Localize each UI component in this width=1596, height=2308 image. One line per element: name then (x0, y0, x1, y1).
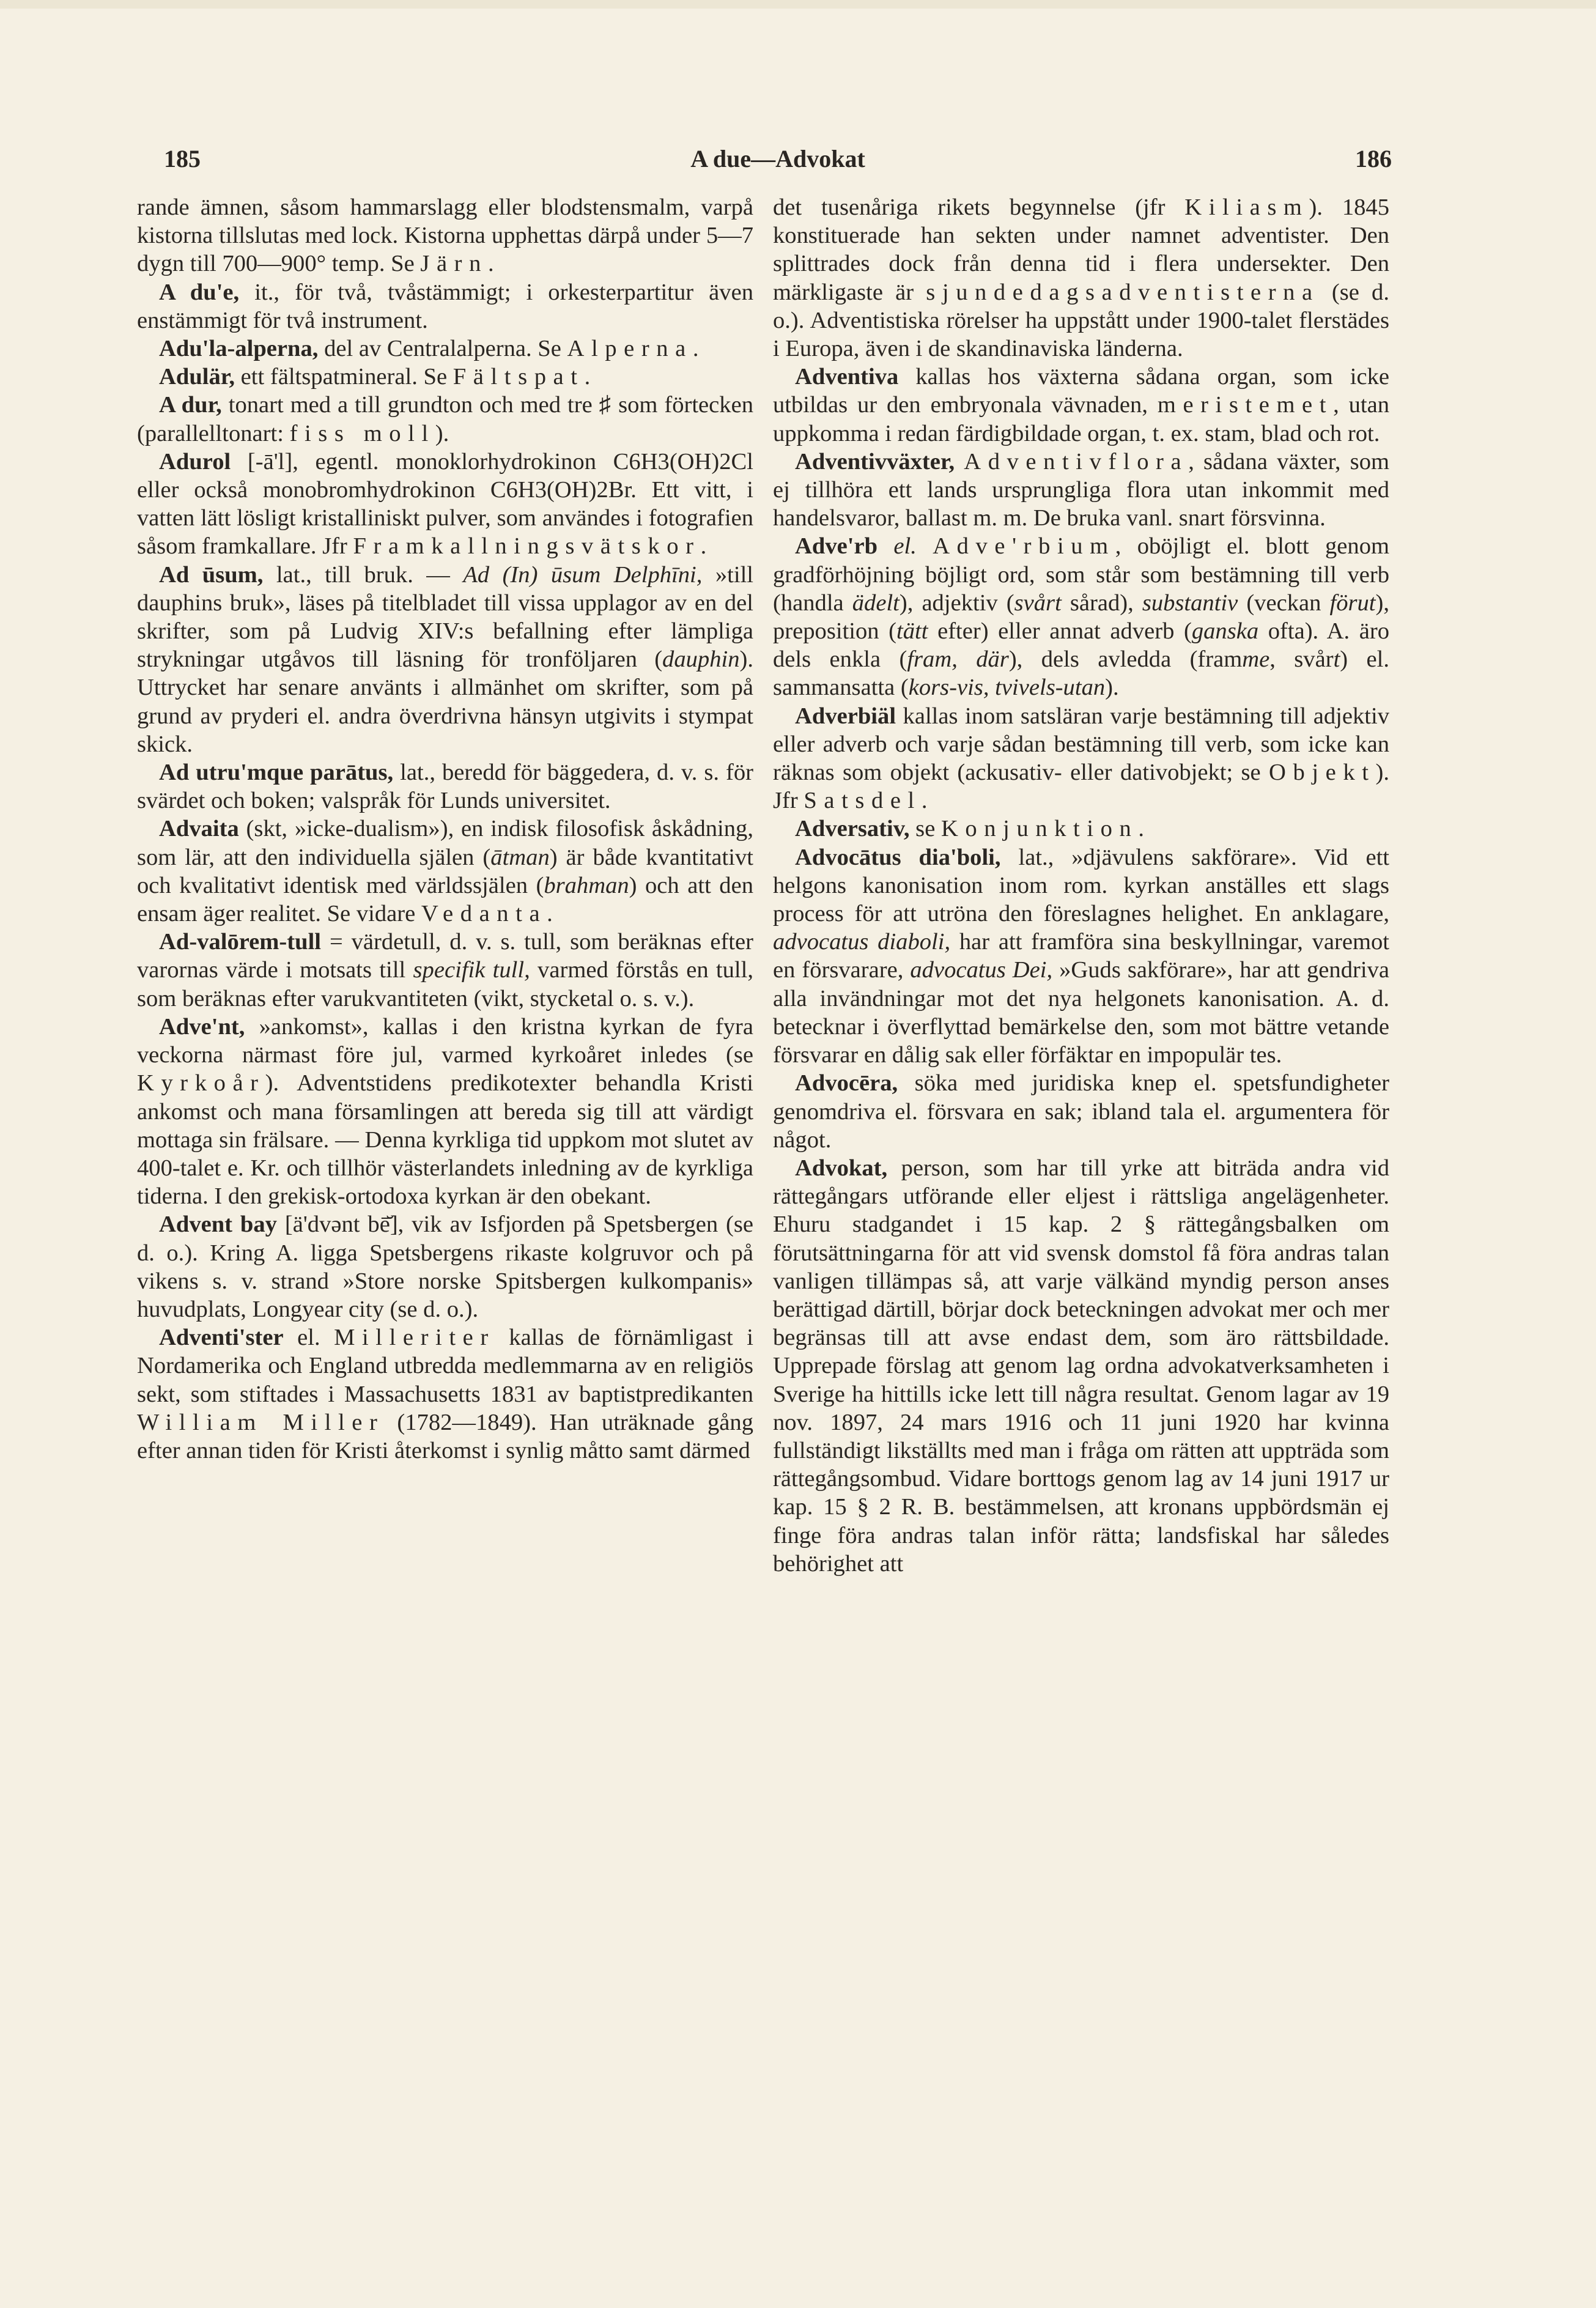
entry-advocatus-diaboli: Advocātus dia'boli, lat., »djävulens sakförare». Vid ett helgons kanonisation inom rom. kyrkan anställes ett slags process för att utröna den föreslagnes helighet. En anklagare, advocatus diaboli, har att framföra sina beskyllningar, varemot en försvarare, advocatus Dei, »Guds sakförare», har att gendriva alla invändningar mot det nya helgonets kanonisation. A. d. betecknar i överflyttad bemärkelse den, som mot bättre vetande försvarar en dålig sak eller förfäktar en impopulär tes. (773, 844, 1389, 1068)
cross-reference[interactable]: fiss moll (289, 420, 435, 446)
headword: Adventiva (795, 364, 899, 390)
right-column (773, 193, 1389, 2211)
entry-adverbial: Adverbiäl kallas inom satsläran varje bestämning till adjektiv eller adverb och varje sådan bestämning till verb, som icke kan räknas som objekt (ackusativ- eller dativobjekt; se Objekt). Jfr Satsdel. (773, 703, 1389, 814)
headword: Ad ūsum, (159, 561, 264, 588)
headword: Adurol (159, 448, 231, 475)
headword: Advent bay (159, 1211, 277, 1238)
cross-reference[interactable]: Objekt (1269, 760, 1376, 786)
entry-a-dur: A dur, tonart med a till grundton och med tre ♯ som förtecken (parallelltonart: fiss moll). (137, 392, 753, 446)
cross-reference[interactable]: Alperna (567, 336, 693, 362)
cross-reference[interactable]: Milleriter (334, 1325, 495, 1351)
headword: Adventivväxter, (795, 448, 955, 475)
entry-adurol: Adurol [-ā'l], egentl. monoklorhydrokinon C6H3(OH)2Cl eller också monobromhydrokinon C6H3(OH)2Br. Ett vitt, i vatten lätt lösligt kristalliniskt pulver, som användes i fotografien såsom framkallare. Jfr Framkallningsvätskor. (137, 448, 753, 560)
cross-reference[interactable]: Adventivflora (964, 448, 1189, 475)
headword: Adve'nt, (159, 1013, 245, 1040)
headword: Adversativ, (795, 816, 910, 842)
headword: Advaita (159, 816, 239, 842)
entry-adula-alperna: Adu'la-alperna, del av Centralalperna. Se Alperna. (159, 336, 699, 362)
entry-continued: rande ämnen, såsom hammarslagg eller blodstensmalm, varpå kistorna tillslutas med lock. Kistorna upphettas därpå under 5—7 dygn till 700—900° temp. Se Järn. (137, 194, 753, 277)
cross-reference[interactable]: Järn (420, 251, 488, 277)
entry-a-due: A du'e, it., för två, tvåstämmigt; i orkesterpartitur även enstämmigt för två instrument. (137, 279, 753, 333)
cross-reference[interactable]: Adve'rbium (933, 533, 1115, 560)
cross-reference[interactable]: Satsdel (804, 788, 922, 814)
headword: Adventi'ster (159, 1325, 284, 1351)
cross-reference[interactable]: Fältspat (453, 364, 585, 390)
entry-adular: Adulär, ett fältspatmineral. Se Fältspat. (159, 364, 591, 390)
headword: Ad utru'mque parātus, (159, 760, 394, 786)
headword: Advocēra, (795, 1070, 898, 1097)
entry-adventister: Adventi'ster el. Milleriter kallas de förnämligast i Nordamerika och England utbredda medlemmarna av en religiös sekt, som stiftades i Massachusetts 1831 av baptistpredikanten William Miller (1782—1849). Han uträknade gång efter annan tiden för Kristi återkomst i synlig måtto samt därmed (137, 1325, 753, 1463)
entry-ad-utrumque-paratus: Ad utru'mque parātus, lat., beredd för bäggedera, d. v. s. för svärdet och boken; valspråk för Lunds universitet. (137, 760, 753, 814)
cross-reference[interactable]: meristemet (1157, 392, 1334, 418)
cross-reference[interactable]: Kiliasm (1184, 194, 1309, 220)
entry-advocera: Advocēra, söka med juridiska knep el. spetsfundigheter genomdriva el. försvara en sak; ibland tala el. argumentera för något. (773, 1070, 1389, 1153)
entry-ad-usum: Ad ūsum, lat., till bruk. — Ad (In) ūsum Delphīni, »till dauphins bruk», läses på titelbladet till vissa upplagor av en del skrifter, som på Ludvig XIV:s befallning efter lämpliga strykningar utgåvos till läsning för tronföljaren (dauphin). Uttrycket har senare använts i allmänhet om skrifter, som på grund av pryderi el. andra överdrivna hänsyn utgivits i stympat skick. (137, 561, 753, 757)
headword: Advokat, (795, 1155, 888, 1181)
page-top-edge (0, 0, 1596, 9)
headword: A du'e, (159, 279, 240, 305)
entry-advent: Adve'nt, »ankomst», kallas i den kristna kyrkan de fyra veckorna närmast före jul, varmed kyrkoåret inledes (se Kyrkoår). Adventstidens predikotexter behandla Kristi ankomst och mana församlingen att bereda sig till att värdigt mottaga sin frälsare. — Denna kyrkliga tid uppkom mot slutet av 400-talet e. Kr. och tillhör västerlandets inledning av de kyrkliga tiderna. I den grekisk-ortodoxa kyrkan är den obekant. (137, 1013, 753, 1210)
headword: Adve'rb (795, 533, 878, 560)
headword: Adulär, (159, 364, 235, 390)
cross-reference[interactable]: Konjunktion (940, 816, 1139, 842)
headword: Adverbiäl (795, 703, 896, 729)
entry-ad-valorem-tull: Ad-valōrem-tull = värdetull, d. v. s. tull, som beräknas efter varornas värde i motsats till specifik tull, varmed förstås en tull, som beräknas efter varukvantiteten (vikt, stycketal o. s. v.). (137, 929, 753, 1012)
running-title: A due—Advokat (690, 145, 865, 172)
entry-continued: det tusenåriga rikets begynnelse (jfr Kiliasm). 1845 konstituerade han sekten under namnet adventister. Den splittrades dock från denna tid i flera undersekter. Den märkligaste är sjundedagsadventisterna (se d. o.). Adventistiska rörelser ha uppstått under 1900-talet flerstädes i Europa, även i de skandinaviska länderna. (773, 194, 1389, 362)
page-number-right: 186 (1355, 145, 1392, 172)
entry-advaita: Advaita (skt, »icke-dualism»), en indisk filosofisk åskådning, som lär, att den individuella själen (ātman) är både kvantitativt och kvalitativt identisk med världssjälen (brahman) och att den ensam äger realitet. Se vidare Vedanta. (137, 816, 753, 927)
headword: Adu'la-alperna, (159, 336, 319, 362)
cross-reference[interactable]: Kyrkoår (137, 1070, 265, 1097)
entry-adventivvaxter: Adventivväxter, Adventivflora, sådana växter, som ej tillhöra ett lands ursprungliga flora utan inkommit med handelsvaror, ballast m. m. De bruka vanl. snart försvinna. (773, 448, 1389, 531)
page-number-left: 185 (164, 145, 201, 172)
headword: Advocātus dia'boli, (795, 844, 1001, 870)
cross-reference[interactable]: Vedanta (421, 901, 547, 927)
headword: Ad-valōrem-tull (159, 929, 322, 955)
cross-reference[interactable]: sjundedagsadventisterna (926, 279, 1320, 305)
entry-advokat: Advokat, person, som har till yrke att biträda andra vid rättegångars utförande eller eljest i rättsliga angelägenheter. Ehuru stadgandet i 15 kap. 2 § rättegångsbalken om förutsättningarna för att vid svensk domstol få föra andras talan vanligen tillämpas så, att varje välkänd myndig person anses berättigad därtill, börjar dock beteckningen advokat mer och mer begränsas till att avse endast dem, som äro rättsbildade. Upprepade förslag att genom lag ordna advokatverksamheten i Sverige ha hittills icke lett till några resultat. Genom lagar av 19 nov. 1897, 24 mars 1916 och 11 juni 1920 har kvinna fullständigt likställts med man i fråga om rätten att uppträda som rättegångsombud. Vidare borttogs genom lag av 14 juni 1917 ur kap. 15 § 2 R. B. bestämmelsen, att kronans uppbördsmän ej finge föra andras talan inför rätta; landsfiskal har således behörighet att (773, 1155, 1389, 1577)
running-header (164, 144, 1392, 181)
left-column (137, 193, 753, 2211)
entry-adversativ: Adversativ, se Konjunktion. (795, 816, 1145, 842)
entry-advent-bay: Advent bay [ä'dvənt bē̆], vik av Isfjorden på Spetsbergen (se d. o.). Kring A. ligga Spetsbergens rikaste kolgruvor och på vikens s. v. strand »Store norske Spitsbergen kulkompanis» huvudplats, Longyear city (se d. o.). (137, 1211, 753, 1322)
cross-reference[interactable]: Framkallningsvätskor (353, 533, 701, 560)
entry-adventiva: Adventiva kallas hos växterna sådana organ, som icke utbildas ur den embryonala vävnaden, meristemet, utan uppkomma i redan färdigbildade organ, t. ex. stam, blad och rot. (773, 364, 1389, 446)
person-name: William Miller (137, 1409, 385, 1435)
headword: A dur, (159, 392, 222, 418)
entry-adverb: Adve'rb el. Adve'rbium, oböjligt el. blott genom gradförhöjning böjligt ord, som står som bestämning till verb (handla ädelt), adjektiv (svårt sårad), substantiv (veckan förut), preposition (tätt efter) eller annat adverb (ganska ofta). A. äro dels enkla (fram, där), dels avledda (framme, svårt) el. sammansatta (kors-vis, tvivels-utan). (773, 533, 1389, 701)
